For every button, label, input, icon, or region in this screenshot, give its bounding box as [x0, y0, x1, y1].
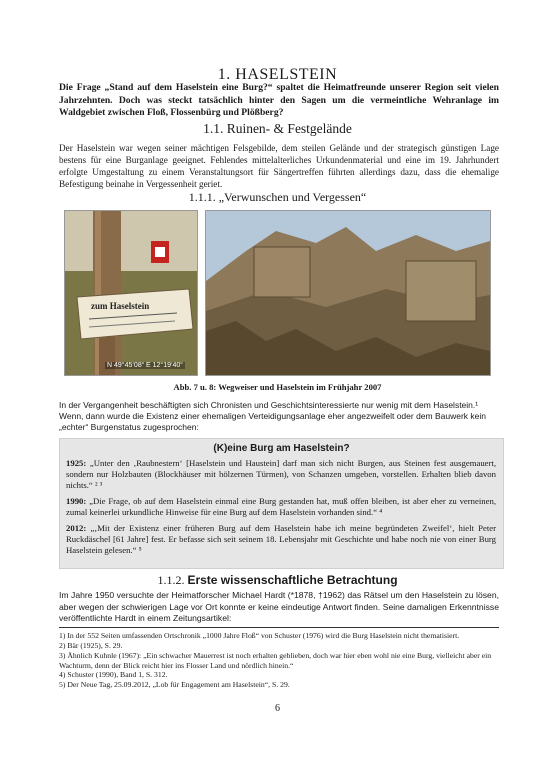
quote-entry-1925 — [66, 458, 496, 492]
quote-text: „‚Mit der Existenz einer früheren Burg auf dem Haselstein habe ich meine begründeten Zweifel‘, hielt Peter Ruckdäschel [61 Jahre] fest. Er befasse sich seit seinem 18. Lebensjahr mit Geschichte und habe noch nie von einer Burg Haselstein gelesen.“ ⁵ — [66, 523, 497, 556]
quote-text: „Die Frage, ob auf dem Haselstein einmal eine Burg gestanden hat, muß offen bleiben, ist aber eher zu verneinen, zumal keinerlei urkundliche Hinweise für eine Burg auf dem Haselstein vorhanden sind.“ ⁴ — [66, 496, 497, 518]
quote-box — [59, 438, 504, 569]
signpost-photo — [64, 210, 198, 376]
body-paragraph-2: In der Vergangenheit beschäftigten sich Chronisten und Geschichtsinteressierte nur wenig mit dem Haselstein.¹ Wenn, dann wurde die Existenz einer ehemaligen Verteidigungsanlage eher angezweifelt oder dem Bauwerk kein „echter“ Burgenstatus zugesprochen: — [59, 400, 487, 432]
intro-paragraph: Die Frage „Stand auf dem Haselstein eine Burg?“ spaltet die Heimatfreunde unserer Region seit vielen Jahrzehnten. Doch was steckt tatsächlich hinter den Sagen um die vermeintliche Wehranlage im Waldgebiet zwischen Floß, Flossenbürg und Plößberg? — [59, 82, 499, 118]
chapter-number: 1. — [217, 66, 231, 83]
subsection-heading-2 — [0, 573, 555, 588]
signpost-illustration — [65, 211, 197, 375]
section-heading: 1.1. Ruinen- & Festgelände — [203, 121, 352, 136]
sign-label: zum Haselstein — [91, 301, 150, 311]
body-paragraph-3: Im Jahre 1950 versuchte der Heimatforscher Michael Hardt (*1878, †1962) das Rätsel um den Haselstein zu lösen, aber wegen der schwierigen Lage vor Ort konnte er keine eindeutige Antwort finden. Seine damaligen Erkenntnisse veröffentlichte Hardt in einem Zeitungsartikel: — [59, 590, 499, 623]
subsection-heading: 1.1.1. „Verwunschen und Vergessen“ — [188, 190, 367, 204]
gps-coordinates: N 49°45‘08“ E 12°19‘40“ — [107, 362, 183, 369]
subsection-title: Erste wissenschaftliche Betrachtung — [187, 573, 398, 587]
haselstein-ruins-photo — [205, 210, 491, 376]
quote-year: 2012: — [66, 523, 87, 533]
subsection-number: 1.1.2. — [157, 573, 185, 587]
quote-year: 1925: — [66, 458, 87, 468]
ruins-illustration — [206, 211, 490, 375]
footnote-4: 4) Schuster (1990), Band 1, S. 312. — [59, 670, 168, 679]
quote-entry-1990 — [66, 496, 496, 518]
quote-entry-2012 — [66, 523, 496, 557]
footnote-3: 3) Ähnlich Kuhnle (1967): „Ein schwacher Mauerrest ist noch erhalten geblieben, doch war hier eben wohl nie eine Burg, vielleicht aber ein Wachturm, denn der Blick reicht hier ins Flosser Land und nördlich hinein.“ — [59, 651, 492, 670]
quote-box-title: (K)eine Burg am Haselstein? — [213, 443, 350, 454]
footnote-divider — [59, 627, 499, 628]
quote-text: „Unter den ‚Raubnestern‘ [Haselstein und Haustein] darf man sich nicht Burgen, aus Steinen fest ausgemauert, sondern nur Holzbauten (Blockhäuser mit hölzernen Türmen), von Schanzen umgeben, vorstellen. Erhalten blieb davon nichts.“ ² ³ — [66, 458, 496, 491]
page-number: 6 — [275, 703, 280, 714]
footnote-2: 2) Bär (1925), S. 29. — [59, 641, 123, 650]
body-paragraph-1: Der Haselstein war wegen seiner mächtigen Felsgebilde, dem steilen Gelände und der strategisch günstigen Lage bestens für eine Burganlage geeignet. Fehlendes mittelalterliches Urkundenmaterial und eine im 19. Jahrhundert erfolgte Umgestaltung zu einem Veranstaltungsort für Sängertreffen führten allerdings dazu, dass die ehemalige Befestigung beinahe in Vergessenheit geriet. — [59, 143, 499, 189]
chapter-title: HASELSTEIN — [235, 66, 338, 83]
figure-caption: Abb. 7 u. 8: Wegweiser und Haselstein im Frühjahr 2007 — [173, 382, 382, 392]
footnote-1: 1) In der 552 Seiten umfassenden Ortschronik „1000 Jahre Floß“ von Schuster (1976) wird die Burg Haselstein nicht thematisiert. — [59, 631, 460, 640]
footnote-5: 5) Der Neue Tag, 25.09.2012, „Lob für Engagement am Haselstein“, S. 29. — [59, 680, 290, 689]
quote-year: 1990: — [66, 496, 87, 506]
